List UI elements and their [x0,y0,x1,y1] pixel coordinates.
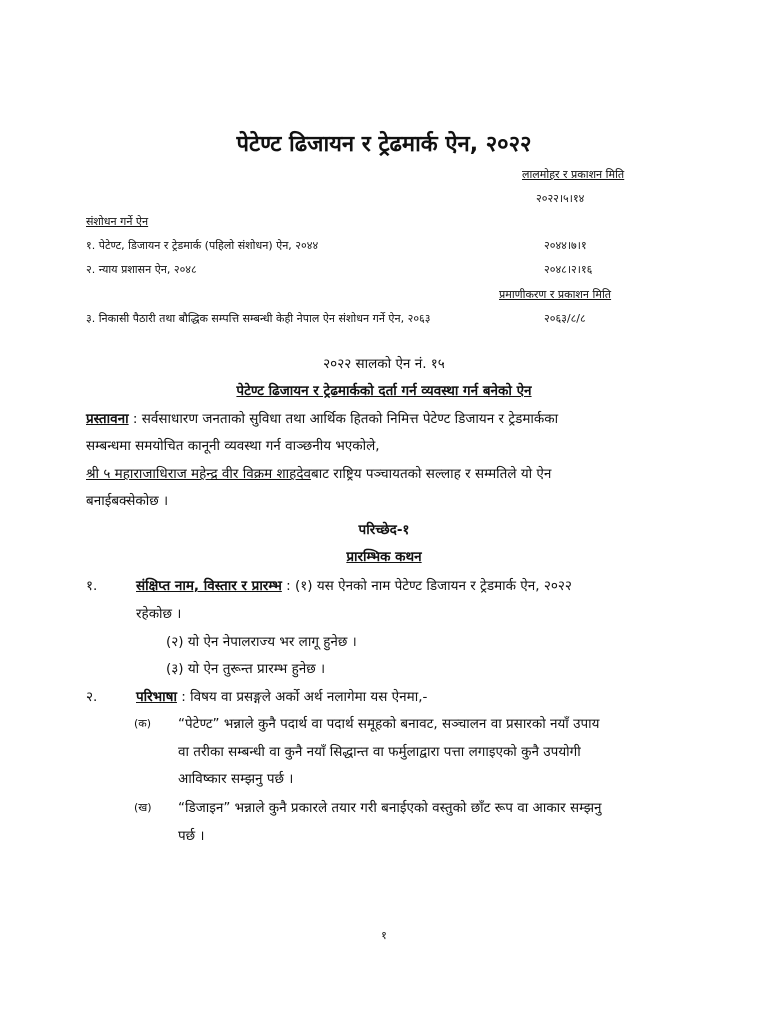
section-1-subsection-3: (३) यो ऐन तुरून्त प्रारम्भ हुनेछ । [166,661,326,677]
preamble-line-2: सम्बन्धमा समयोचित कानूनी व्यवस्था गर्न वाञ्छनीय भएकोले, [86,438,380,454]
clause-b-line-1: “डिजाइन” भन्नाले कुनै प्रकारले तयार गरी बनाईएको वस्तुको छाँट रूप वा आकार सम्झनु [178,800,602,816]
preamble-text-1: : सर्वसाधारण जनताको सुविधा तथा आर्थिक हितको निमित्त पेटेण्ट डिजायन र ट्रेडमार्कका [128,411,559,427]
amending-act-3-date: २०६३/८/८ [544,312,586,325]
clause-b-line-2: पर्छ । [178,828,205,844]
amending-acts-heading: संशोधन गर्ने ऐन [86,215,149,228]
chapter-number: परिच्छेद-१ [358,522,410,538]
seal-publication-date-header: लालमोहर र प्रकाशन मिति [522,168,625,181]
amending-act-2: २. न्याय प्रशासन ऐन, २०४८ [86,263,197,276]
preamble-line-1 [86,409,558,427]
section-2-number: २. [86,689,98,705]
preamble-line-4: बनाईबक्सेकोछ । [86,493,169,509]
clause-a-label: (क) [134,717,152,730]
preamble-king-name: श्री ५ महाराजाधिराज महेन्द्र वीर विक्रम शाहदेव [86,466,311,482]
clause-a-line-3: आविष्कार सम्झनु पर्छ । [178,771,294,787]
section-1-line-1 [136,576,572,594]
chapter-name: प्रारम्भिक कथन [346,549,422,565]
preamble-label: प्रस्तावना [86,411,129,427]
amending-act-3: ३. निकासी पैठारी तथा बौद्धिक सम्पत्ति सम्बन्धी केही नेपाल ऐन संशोधन गर्ने ऐन, २०६३ [86,312,431,325]
section-1-line-2: रहेकोछ । [136,606,182,622]
page-number: १ [381,929,387,942]
amending-act-2-date: २०४८।२।१६ [544,263,593,276]
preamble-line-3 [86,464,551,482]
section-2-line-1 [136,687,427,705]
clause-b-label: (ख) [134,801,152,814]
section-1-number: १. [86,578,98,594]
section-1-text-1: : (१) यस ऐनको नाम पेटेण्ट डिजायन र ट्रेडमार्क ऐन, २०२२ [281,578,572,594]
clause-a-line-1: “पेटेण्ट” भन्नाले कुनै पदार्थ वा पदार्थ समूहको बनावट, सञ्चालन वा प्रसारको नयाँ उपाय [178,716,600,732]
preamble-text-3: बाट राष्ट्रिय पञ्चायतको सल्लाह र सम्मतिले यो ऐन [311,466,552,482]
act-subtitle: पेटेण्ट ढिजायन र ट्रेढमार्कको दर्ता गर्न व्यवस्था गर्न बनेको ऐन [236,383,532,399]
section-2-text-1: : विषय वा प्रसङ्गले अर्को अर्थ नलागेमा यस ऐनमा,- [176,689,428,705]
section-2-heading: परिभाषा [136,689,177,705]
seal-publication-date: २०२२।५।१४ [536,192,585,205]
amending-act-1-date: २०४४।७।१ [544,239,587,252]
section-1-subsection-2: (२) यो ऐन नेपालराज्य भर लागू हुनेछ । [166,634,357,650]
section-1-heading: संक्षिप्त नाम, विस्तार र प्रारम्भ [136,578,282,594]
clause-a-line-2: वा तरीका सम्बन्धी वा कुनै नयाँ सिद्धान्त वा फर्मुलाद्वारा पत्ता लगाइएको कुनै उपयोगी [178,744,581,760]
amending-act-1: १. पेटेण्ट, डिजायन र ट्रेडमार्क (पहिलो संशोधन) ऐन, २०४४ [86,239,319,252]
act-number: २०२२ सालको ऐन नं. १५ [323,356,445,372]
document-title: पेटेण्ट ढिजायन र ट्रेढमार्क ऐन, २०२२ [236,132,532,157]
authentication-date-header: प्रमाणीकरण र प्रकाशन मिति [499,288,612,301]
